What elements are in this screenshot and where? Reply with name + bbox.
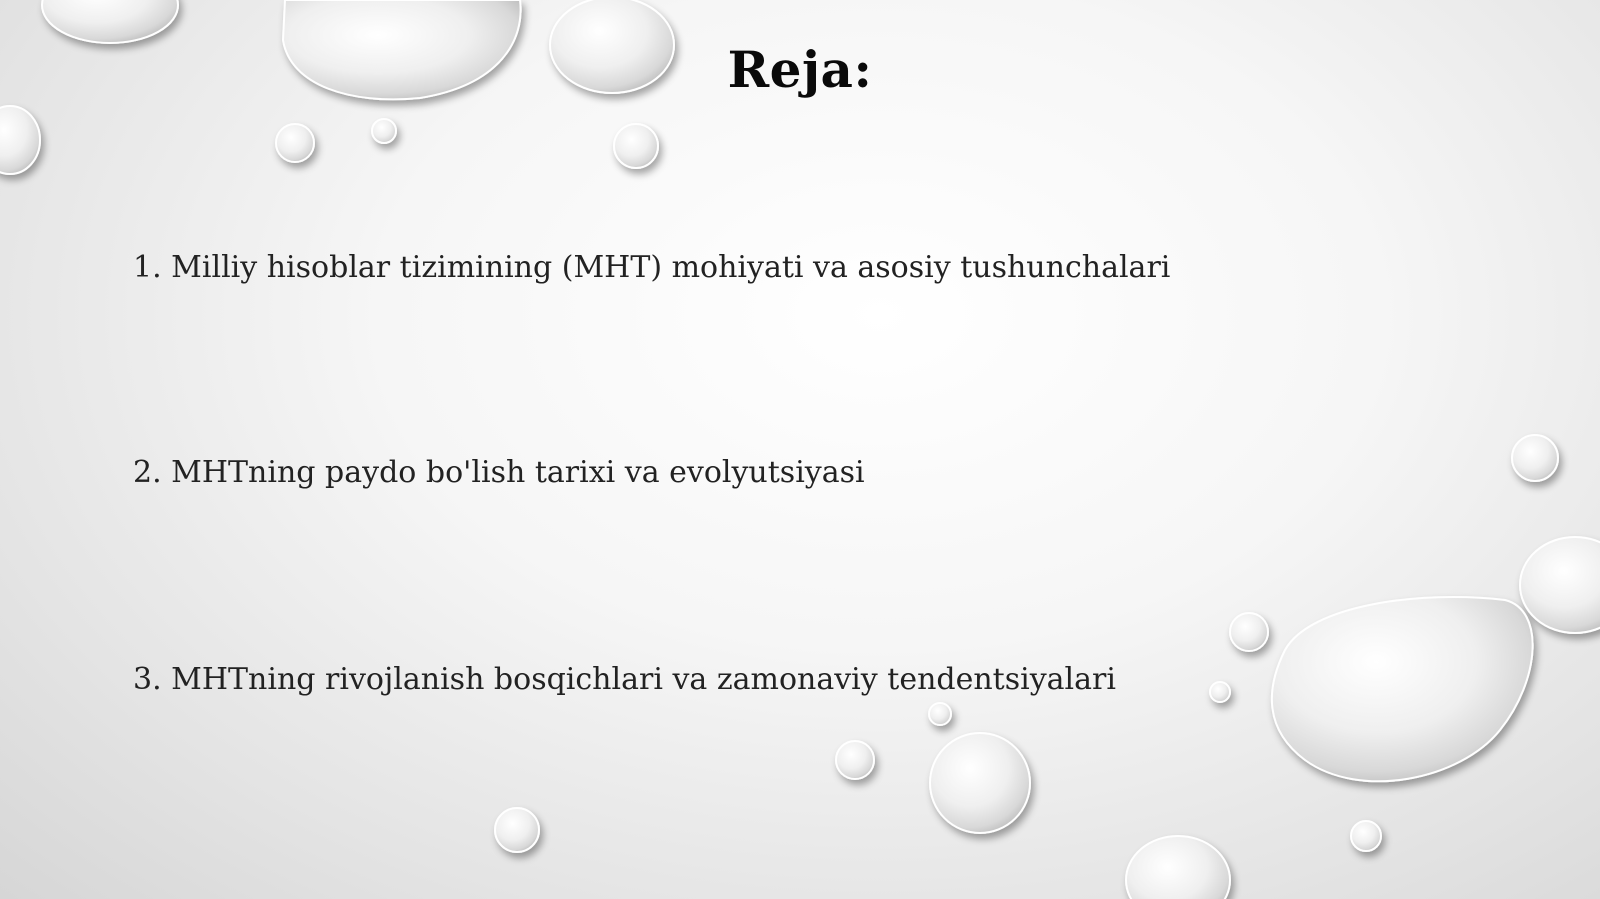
plan-item-1: 1. Milliy hisoblar tizimining (MHT) mohiyati va asosiy tushunchalari (133, 250, 1171, 285)
plan-item-2: 2. MHTning paydo bo'lish tarixi va evolyutsiyasi (133, 455, 865, 490)
slide-title: Reja: (727, 40, 873, 99)
plan-item-3: 3. MHTning rivojlanish bosqichlari va zamonaviy tendentsiyalari (133, 662, 1116, 697)
